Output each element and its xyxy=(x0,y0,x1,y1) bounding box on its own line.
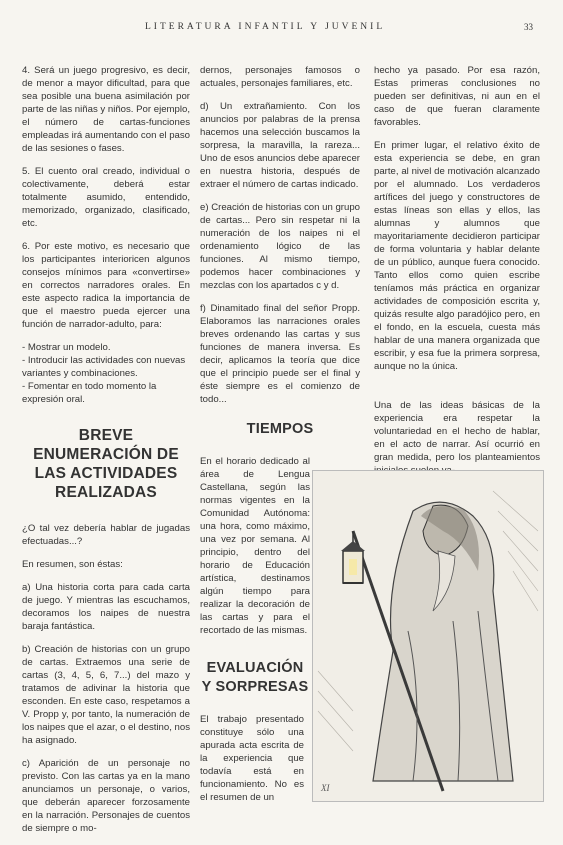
column-1 xyxy=(22,64,190,845)
paragraph: 6. Por este motivo, es necesario que los participantes interioricen algunos consejos mínimos para «convertirse» en correctos narradores orales. En este aspecto radica la importancia de que el maestro pueda ejercer una función de narrador-adulto, para: xyxy=(22,241,190,330)
hermit-drawing xyxy=(313,471,543,801)
section-heading: EVALUACIÓN Y SORPRESAS xyxy=(201,660,309,695)
paragraph: 4. Será un juego progresivo, es decir, de menor a mayor dificultad, para que sea posible una buena asimilación por parte de las niñas y niños. Por ejemplo, el número de cartas-funciones empleadas irá aumentando con el paso de las sesiones o fases. xyxy=(22,65,191,154)
list-item: - Fomentar en todo momento la expresión oral. xyxy=(22,381,157,405)
list-item: - Introducir las actividades con nuevas variantes y combinaciones. xyxy=(22,355,186,379)
illustration xyxy=(312,470,544,802)
paragraph: d) Un extrañamiento. Con los anuncios por palabras de la prensa hacemos una selección buscamos la sorpresa, la maravilla, la rareza... Uno de esos anuncios debe aparecer en nuestra historia, después de extraer el número de cartas indicado. xyxy=(200,101,360,190)
paragraph: dernos, personajes famosos o actuales, personajes familiares, etc. xyxy=(200,65,360,89)
paragraph: En resumen, son éstas: xyxy=(22,559,123,570)
page-number: 33 xyxy=(524,22,533,32)
section-heading: BREVE ENUMERACIÓN DE LAS ACTIVIDADES REALIZADAS xyxy=(33,427,179,501)
paragraph: c) Aparición de un personaje no previsto. Con las cartas ya en la mano anunciamos un personaje, o varios, que deberán aparecer forzosamente en la narración. Personajes de cuentos de siempre o mo- xyxy=(22,758,190,834)
paragraph: En primer lugar, el relativo éxito de esta experiencia se debe, en gran parte, al nivel de motivación alcanzado por el alumnado. Los verdaderos artífices del juego y constructores de estas líneas son ellas y ellos, las alumnas y alumnos que mayoritariamente decidieron participar de forma voluntaria y hablar delante de un público, aunque fuera conocido. Tanto ellos como quien escribe teníamos más práctica en organizar actividades de composición escrita y, quizás resulte algo paradójico pero, en el fondo, en la escuela, cuesta más hablar de una manera organizada que escribir, y esa fue la primera sorpresa, aunque no la única. xyxy=(374,140,540,372)
paragraph: a) Una historia corta para cada carta de juego. Y mientras las escuchamos, decoramos los naipes de nuestra baraja fantástica. xyxy=(22,582,190,632)
paragraph: El trabajo presentado constituye sólo una apurada acta escrita de la experiencia que todavía está en funcionamiento. No es el resumen de un xyxy=(200,714,304,803)
section-heading: TIEMPOS xyxy=(246,421,314,437)
paragraph: En el horario dedicado al área de Lengua Castellana, según las normas vigentes en la Comunidad Autónoma: una hora, como máximo, una vez por semana. Al principio, dentro del horario de Educación artística, destinamos algún tiempo para realizar la decoración de las cartas y para el recortado de las mismas. xyxy=(200,456,310,636)
paragraph: ¿O tal vez debería hablar de jugadas efectuadas...? xyxy=(22,523,190,547)
running-title: LITERATURA INFANTIL Y JUVENIL xyxy=(145,22,386,32)
paragraph: hecho ya pasado. Por esa razón, Estas primeras conclusiones no pueden ser definitivas, ni aun en el caso de que fueran claramente favorables. xyxy=(374,65,540,128)
list-item: - Mostrar un modelo. xyxy=(22,342,111,353)
paragraph: 5. El cuento oral creado, individual o colectivamente, deberá estar totalmente asumido, entendido, memorizado, organizado, clasificado, etc. xyxy=(22,166,190,229)
column-3 xyxy=(374,64,540,487)
bullet-list xyxy=(22,341,190,406)
illustration-caption: XI xyxy=(321,783,330,793)
paragraph: e) Creación de historias con un grupo de cartas... Pero sin respetar ni la numeración de los naipes ni el ordenamiento lógico de las funciones. Al mismo tiempo, podemos hacer combinaciones y mezclas con los apartados c y d. xyxy=(200,202,360,291)
paragraph: b) Creación de historias con un grupo de cartas. Extraemos una serie de cartas (3, 4, 5, 6, 7...) del mazo y tratamos de adivinar la historia que esconden. En este caso, respetamos a V. Propp y, por tanto, la numeración de los naipes que el azar, o el destino, nos ha asignado. xyxy=(22,644,191,746)
paragraph: f) Dinamitado final del señor Propp. Elaboramos las narraciones orales breves ordenando las cartas y sus funciones de manera inversa. Es decir, aplicamos la teoría que dice que el principio puede ser el final y éste siempre es el comienzo de todo... xyxy=(200,303,360,405)
paragraph: Una de las ideas básicas de la experiencia era respetar la voluntariedad en el hecho de hablar, en el acto de narrar. Así ocurrió en gran medida, pero los planteamientos xyxy=(374,400,540,463)
page-header xyxy=(0,0,563,40)
